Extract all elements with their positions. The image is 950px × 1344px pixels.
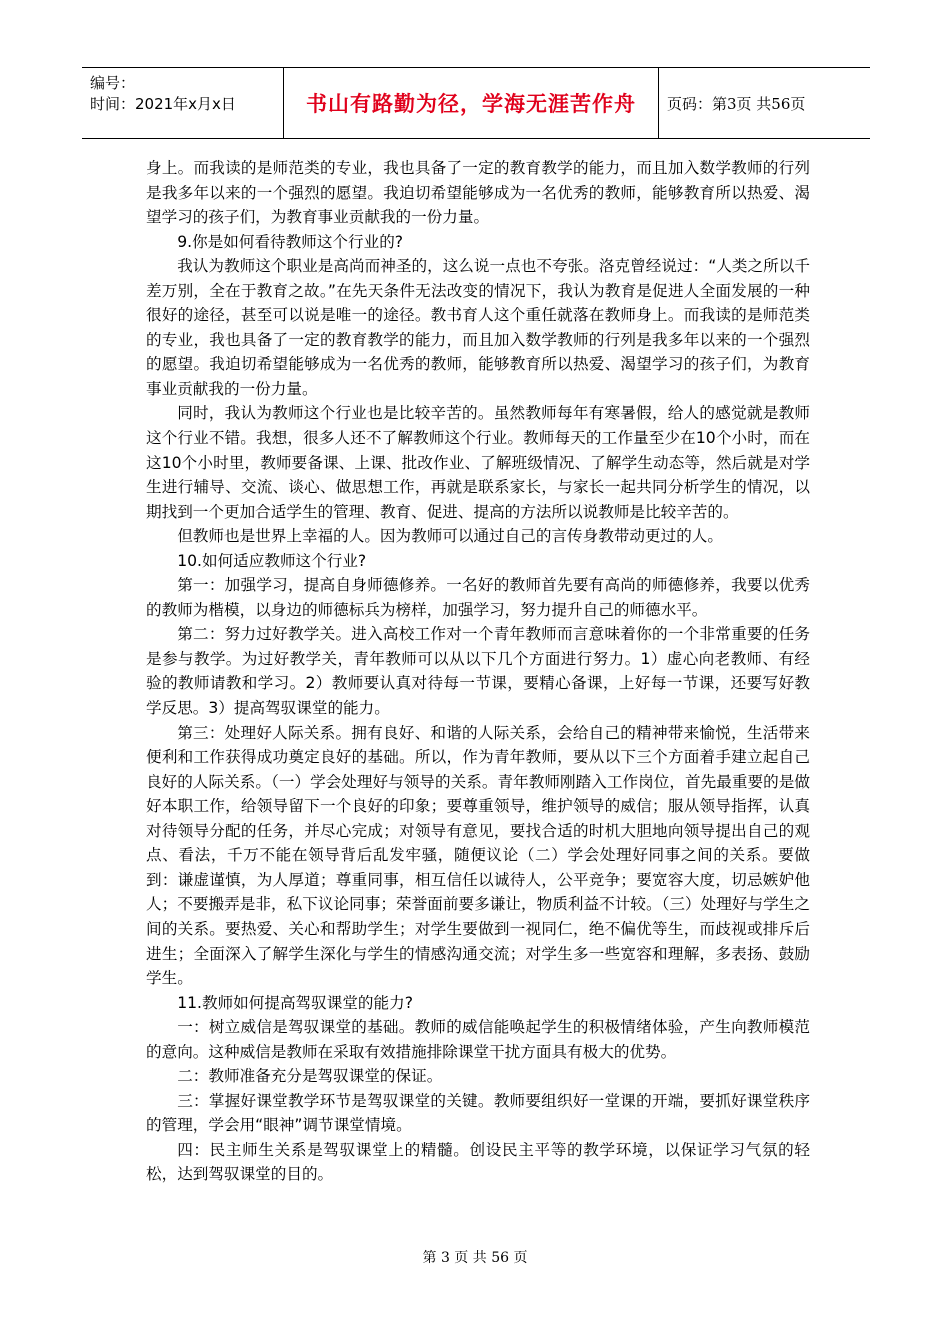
paragraph: 第二：努力过好教学关。进入高校工作对一个青年教师而言意味着你的一个非常重要的任务是参与教学。为过好教学关，青年教师可以从以下几个方面进行努力。1）虚心向老教师、有经验的教师请教和学习。2）教师要认真对待每一节课，要精心备课，上好每一节课，还要写好教学反思。3）提高驾驭课堂的能力。 xyxy=(146,625,810,718)
paragraph: 四：民主师生关系是驾驭课堂上的精髓。创设民主平等的教学环境，以保证学习气氛的轻松，达到驾驭课堂的目的。 xyxy=(146,1140,810,1184)
paragraph: 但教师也是世界上幸福的人。因为教师可以通过自己的言传身教带动更过的人。 xyxy=(177,527,723,546)
paragraph: 9.你是如何看待教师这个行业的? xyxy=(177,232,404,251)
paragraph: 我认为教师这个职业是高尚而神圣的，这么说一点也不夸张。洛克曾经说过：“人类之所以千差万别，全在于教育之故。”在先天条件无法改变的情况下，我认为教育是促进人全面发展的一种很好的途径，甚至可以说是唯一的途径。教书育人这个重任就落在教师身上。而我读的是师范类的专业，我也具备了一定的教育教学的能力，而且加入数学教师的行列是我多年以来的一个强烈的愿望。我迫切希望能够成为一名优秀的教师，能够教育所以热爱、渴望学习的孩子们，为教育事业贡献我的一份力量。 xyxy=(146,257,810,398)
paragraph: 第三：处理好人际关系。拥有良好、和谐的人际关系，会给自己的精神带来愉悦，生活带来便利和工作获得成功奠定良好的基础。所以，作为青年教师，要从以下三个方面着手建立起自己良好的人际关系。（一）学会处理好与领导的关系。青年教师刚踏入工作岗位，首先最重要的是做好本职工作，给领导留下一个良好的印象；要尊重领导，维护领导的威信；服从领导指挥，认真对待领导分配的任务，并尽心完成；对领导有意见，要找合适的时机大胆地向领导提出自己的观点、看法，千万不能在领导背后乱发牢骚，随便议论（二）学会处理好同事之间的关系。要做到：谦虚谨慎，为人厚道；尊重同事，相互信任以诚待人，公平竞争；要宽容大度，切忌嫉妒他人；不要搬弄是非，私下议论同事；荣誉面前要多谦让，物质利益不计较。（三）处理好与学生之间的关系。要热爱、关心和帮助学生；对学生要做到一视同仁，绝不偏优等生，而歧视或排斥后进生；全面深入了解学生深化与学生的情感沟通交流；对学生多一些宽容和理解，多表扬、鼓励学生。 xyxy=(146,723,810,988)
paragraph: 10.如何适应教师这个行业? xyxy=(177,551,367,570)
document-time-label: 时间：2021年x月x日 xyxy=(90,95,236,113)
paragraph: 身上。而我读的是师范类的专业，我也具备了一定的教育教学的能力，而且加入数学教师的行列是我多年以来的一个强烈的愿望。我迫切希望能够成为一名优秀的教师，能够教育所以热爱、渴望学习的孩子们，为教育事业贡献我的一份力量。 xyxy=(146,159,810,227)
paragraph: 一：树立威信是驾驭课堂的基础。教师的威信能唤起学生的积极情绪体验，产生向教师模范的意向。这种威信是教师在采取有效措施排除课堂干扰方面具有极大的优势。 xyxy=(146,1018,810,1061)
page-footer: 第 3 页 共 56 页 xyxy=(422,1250,528,1266)
document-number-label: 编号： xyxy=(90,74,136,92)
header-page-info: 页码：第3页 共56页 xyxy=(667,94,806,113)
paragraph: 11.教师如何提高驾驭课堂的能力? xyxy=(177,993,413,1012)
paragraph: 二：教师准备充分是驾驭课堂的保证。 xyxy=(177,1067,443,1086)
page-header xyxy=(82,67,870,139)
header-meta xyxy=(82,68,284,138)
header-motto: 书山有路勤为径，学海无涯苦作舟 xyxy=(284,68,659,138)
document-body xyxy=(146,156,810,1187)
paragraph: 第一：加强学习，提高自身师德修养。一名好的教师首先要有高尚的师德修养，我要以优秀的教师为楷模，以身边的师德标兵为榜样，加强学习，努力提升自己的师德水平。 xyxy=(146,576,810,619)
paragraph: 三：掌握好课堂教学环节是驾驭课堂的关键。教师要组织好一堂课的开端，要抓好课堂秩序的管理，学会用“眼神”调节课堂情境。 xyxy=(146,1091,810,1135)
paragraph: 同时，我认为教师这个行业也是比较辛苦的。虽然教师每年有寒暑假，给人的感觉就是教师这个行业不错。我想，很多人还不了解教师这个行业。教师每天的工作量至少在10个小时，而在这10个小时里，教师要备课、上课、批改作业、了解班级情况、了解学生动态等，然后就是对学生进行辅导、交流、谈心、做思想工作，再就是联系家长，与家长一起共同分析学生的情况，以期找到一个更加合适学生的管理、教育、促进、提高的方法所以说教师是比较辛苦的。 xyxy=(146,404,810,521)
